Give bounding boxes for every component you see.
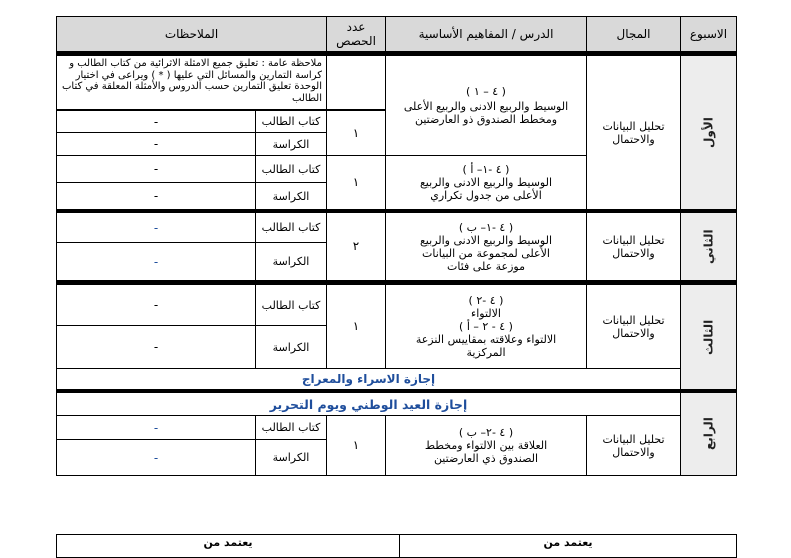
week-4-domain (586, 415, 681, 476)
row-note (56, 212, 256, 243)
lesson-4-2 (385, 284, 587, 369)
row-label (255, 110, 327, 133)
row-note (56, 242, 256, 281)
row-label (255, 212, 327, 243)
row-label (255, 284, 327, 326)
row-label (255, 132, 327, 156)
lesson-4-1-periods (326, 110, 386, 156)
lesson-title: العلاقة بين الالتواء ومخطط الصندوق ذي العارضتين (424, 439, 548, 465)
header-domain-label: المجال (616, 27, 651, 41)
lesson-4-1-b (385, 212, 587, 281)
row-note-text: - (153, 114, 159, 129)
row-label-text: الكراسة (272, 340, 310, 354)
week-2-domain-label: تحليل البيانات والاحتمال (602, 233, 665, 260)
row-label (255, 182, 327, 210)
row-label-text: كتاب الطالب (261, 221, 321, 234)
lesson-code: ( ٤ -٢ ) (468, 294, 504, 307)
row-note (56, 325, 256, 369)
header-lesson (385, 16, 587, 52)
row-label-text: الكراسة (272, 137, 310, 151)
lesson-title: الوسيط والربيع الادنى والربيع الأعلى لمجموعة من البيانات موزعة على فئات (419, 233, 553, 273)
header-periods-label: عدد الحصص (336, 20, 376, 48)
header-week-label: الاسبوع (689, 27, 728, 41)
row-note-text: - (153, 189, 159, 203)
lesson-4-2-b-periods (326, 415, 386, 476)
row-label-text: الكراسة (272, 189, 310, 203)
week-4-domain-label: تحليل البيانات والاحتمال (602, 432, 665, 459)
periods-value: ١ (352, 319, 360, 333)
row-label-text: كتاب الطالب (261, 162, 321, 176)
approval-left (56, 534, 400, 558)
row-note-text: - (153, 220, 159, 235)
week-1-label: الأول (701, 117, 716, 148)
row-note-text: - (153, 340, 159, 354)
row-label-text: كتاب الطالب (261, 421, 321, 434)
lesson-title: الالتواء (471, 307, 501, 320)
approval-right-label: يعتمد من (543, 536, 593, 549)
week-2-label: الثاني (701, 229, 716, 264)
week-1-domain (586, 55, 681, 210)
periods-value: ١ (352, 438, 360, 452)
row-note (56, 182, 256, 210)
holiday-isra-miraj (56, 368, 681, 390)
approval-left-label: يعتمد من (203, 536, 253, 549)
row-note (56, 284, 256, 326)
row-note (56, 439, 256, 476)
week-3-cell (680, 284, 737, 390)
row-note-text: - (153, 162, 159, 176)
row-note-text: - (153, 254, 159, 269)
header-notes-label: الملاحظات (164, 27, 219, 41)
row-note (56, 132, 256, 156)
lesson-code: ( ٤ -١– ب ) (458, 220, 514, 234)
row-note-text: - (153, 298, 159, 312)
lesson-4-1-a (385, 155, 587, 210)
row-label (255, 439, 327, 476)
periods-value: ١ (352, 175, 360, 189)
row-label-text: كتاب الطالب (261, 298, 321, 312)
periods-value: ١ (352, 125, 360, 140)
lesson-title: الوسيط والربيع الادنى والربيع الأعلى من جدول تكراري (419, 176, 553, 202)
lesson-code-2: ( ٤ - ٢ – أ ) (459, 320, 513, 333)
header-notes (56, 16, 327, 52)
periods-value: ٢ (352, 239, 360, 253)
row-note (56, 155, 256, 183)
lesson-title-2: الالتواء وعلاقته بمقاييس النزعة المركزية (415, 333, 557, 359)
week-2-cell (680, 212, 737, 281)
row-label-text: كتاب الطالب (261, 115, 321, 128)
header-lesson-label: الدرس / المفاهيم الأساسية (418, 27, 554, 41)
approval-right (399, 534, 737, 558)
lesson-title: الوسيط والربيع الادنى والربيع الأعلى ومخطط الصندوق ذو العارضتين (403, 100, 569, 126)
row-note (56, 415, 256, 440)
row-note-text: - (153, 420, 159, 435)
general-note-text: ملاحظة عامة : تعليق جميع الامثلة الاثرائية من كتاب الطالب و كراسة التمارين والمسائل التي عليها ( * ) ويراعى في اختيار الوحدة تعليق التمارين حسب الدروس والأمثلة المعلقة في كتاب الطالب (62, 58, 322, 104)
lesson-code: ( ٤ -١– أ ) (462, 163, 510, 176)
holiday-label: إجازة الاسراء والمعراج (301, 371, 436, 386)
week-3-label: الثالث (701, 319, 716, 355)
week-1-domain-label: تحليل البيانات والاحتمال (602, 119, 665, 146)
lesson-code: ( ٤ – ١ ) (466, 85, 506, 98)
row-note-text: - (153, 450, 159, 465)
row-label (255, 155, 327, 183)
week-1-cell (680, 55, 737, 210)
lesson-4-1-b-periods (326, 212, 386, 281)
general-note-periods-cell (326, 55, 386, 110)
lesson-4-1 (385, 55, 587, 156)
week-2-domain (586, 212, 681, 281)
week-3-domain (586, 284, 681, 369)
header-periods (326, 16, 386, 52)
header-week (680, 16, 737, 52)
lesson-4-2-b (385, 415, 587, 476)
holiday-label: إجازة العيد الوطني ويوم التحرير (269, 396, 468, 412)
general-note (56, 55, 327, 110)
row-label-text: الكراسة (272, 451, 310, 464)
lesson-4-2-periods (326, 284, 386, 369)
row-note (56, 110, 256, 133)
holiday-national-day (56, 392, 681, 416)
row-note-text: - (153, 137, 159, 151)
lesson-4-1-a-periods (326, 155, 386, 210)
row-label (255, 325, 327, 369)
row-label (255, 242, 327, 281)
week-4-cell (680, 392, 737, 476)
row-label (255, 415, 327, 440)
week-3-domain-label: تحليل البيانات والاحتمال (602, 313, 665, 340)
lesson-code: ( ٤ -٢– ب ) (458, 426, 514, 439)
row-label-text: الكراسة (272, 255, 310, 268)
week-4-label: الرابع (701, 417, 716, 451)
header-domain (586, 16, 681, 52)
